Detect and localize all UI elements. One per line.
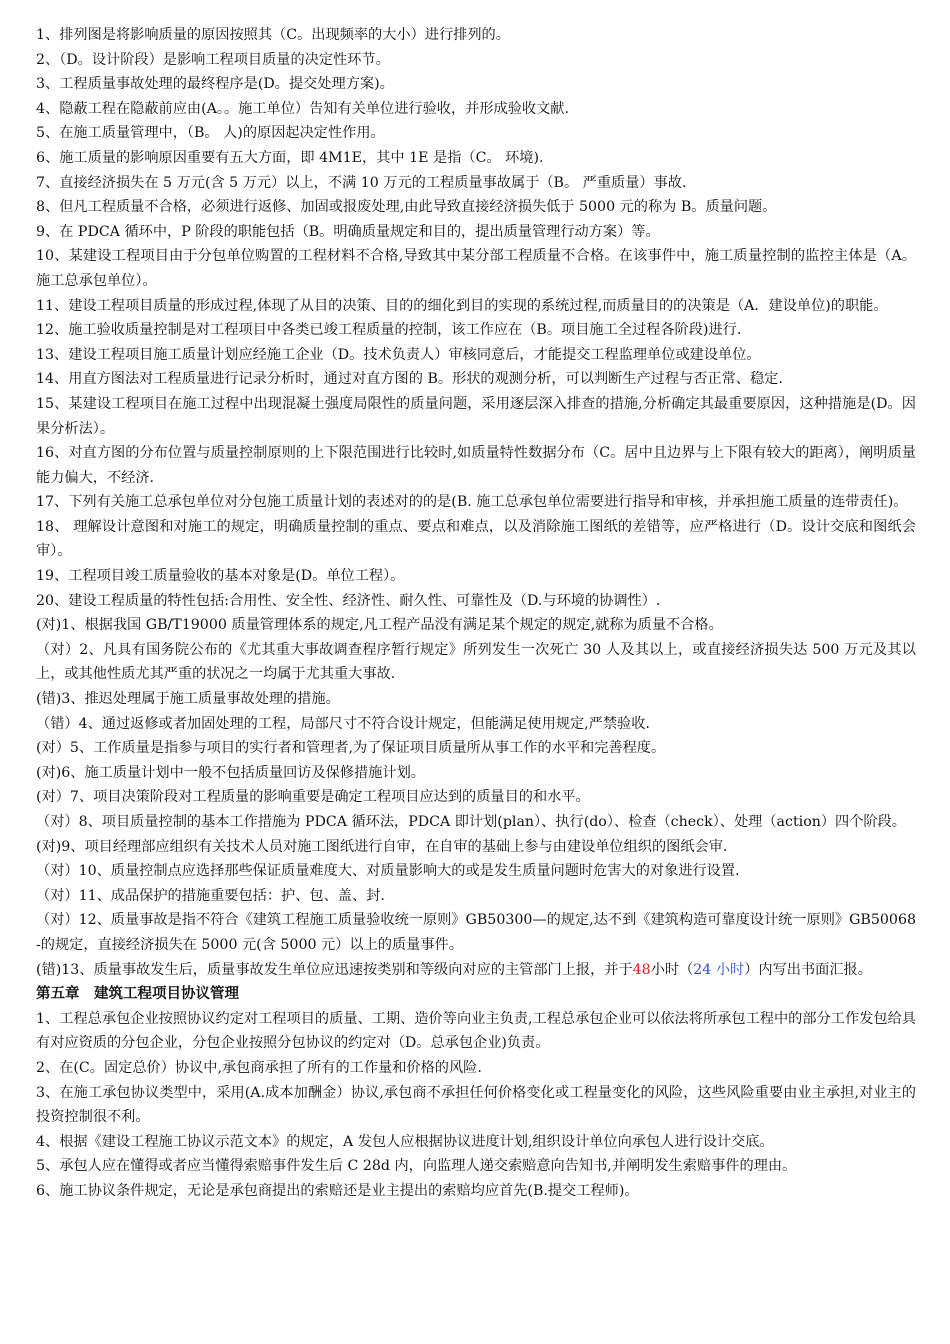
contract-item-5: 5、承包人应在懂得或者应当懂得索赔事件发生后 C 28d 内，向监理人递交索赔意向告知书,并阐明发生索赔事件的理由。 [36,1158,797,1175]
quality-item-2: 2、（D。设计阶段）是影响工程项目质量的决定性环节。 [36,51,390,68]
quality-item-20: 20、建设工程质量的特性包括:合用性、安全性、经济性、耐久性、可靠性及（D.与环境的协调性）. [36,592,661,609]
contract-item-6: 6、施工协议条件规定，无论是承包商提出的索赔还是业主提出的索赔均应首先(B.提交工程师)。 [36,1182,639,1199]
contract-item-2: 2、在(C。固定总价）协议中,承包商承担了所有的工作量和价格的风险. [36,1059,482,1076]
quality-item-25: (对）5、工作质量是指参与项目的实行者和管理者,为了保证项目质量所从事工作的水平和完善程度。 [36,740,666,757]
quality-item-29: (对)9、项目经理部应组织有关技术人员对施工图纸进行自审，在自审的基础上参与由建设单位组织的图纸会审. [36,838,728,855]
quality-item-7: 7、直接经济损失在 5 万元(含 5 万元）以上，不满 10 万元的工程质量事故属于（B。 严重质量）事故. [36,174,687,191]
quality-item-18: 18、 理解设计意图和对施工的规定，明确质量控制的重点、要点和难点，以及消除施工图纸的差错等，应严格进行（D。设计交底和图纸会审）。 [36,518,916,560]
quality-item-14: 14、用直方图法对工程质量进行记录分析时，通过对直方图的 B。形状的观测分析，可以判断生产过程与否正常、稳定. [36,371,783,388]
quality-item-27: (对）7、项目决策阶段对工程质量的影响重要是确定工程项目应达到的质量目的和水平。 [36,789,590,806]
quality-item-22: （对）2、凡具有国务院公布的《尤其重大事故调查程序暂行规定》所列发生一次死亡 30 人及其以上，或直接经济损失达 500 万元及其以上，或其他性质尤其严重的状况之一均属于尤其重大事故. [36,641,916,683]
quality-item-13: 13、建设工程项目施工质量计划应经施工企业（D。技术负责人）审核同意后，才能提交工程监理单位或建设单位。 [36,346,761,363]
statement-13-tail: ）内写出书面汇报。 [744,961,872,978]
quality-item-11: 11、建设工程项目质量的形成过程,体现了从目的决策、目的的细化到目的实现的系统过程,而质量目的的决策是（A．建设单位)的职能。 [36,297,888,314]
hours-24-blue: 24 小时 [693,961,745,978]
quality-item-28: （对）8、项目质量控制的基本工作措施为 PDCA 循环法，PDCA 即计划(plan）、执行(do）、检查（check）、处理（action）四个阶段。 [36,814,906,830]
statement-13-text: (错)13、质量事故发生后，质量事故发生单位应迅速按类别和等级向对应的主管部门上报，并于 [36,961,633,978]
contract-item-4: 4、根据《建设工程施工协议示范文本》的规定，A 发包人应根据协议进度计划,组织设计单位向承包人进行设计交底。 [36,1133,774,1150]
quality-item-21: (对)1、根据我国 GB/T19000 质量管理体系的规定,凡工程产品没有满足某个规定的规定,就称为质量不合格。 [36,617,723,634]
quality-item-26: (对)6、施工质量计划中一般不包括质量回访及保修措施计划。 [36,764,425,781]
quality-item-9: 9、在 PDCA 循环中，P 阶段的职能包括（B。明确质量规定和目的，提出质量管理行动方案）等。 [36,223,660,240]
quality-item-31: （对）11、成品保护的措施重要包括：护、包、盖、封. [36,887,385,904]
question-list-quality [36,23,916,958]
quality-item-6: 6、施工质量的影响原因重要有五大方面，即 4M1E，其中 1E 是指（C。 环境). [36,149,544,166]
quality-item-4: 4、隐蔽工程在隐蔽前应由(A。。施工单位）告知有关单位进行验收，并形成验收文献. [36,100,569,117]
quality-item-12: 12、施工验收质量控制是对工程项目中各类已竣工程质量的控制，该工作应在（B。项目施工全过程各阶段)进行. [36,322,742,339]
chapter-heading: 第五章 建筑工程项目协议管理 [36,986,239,1003]
quality-item-19: 19、工程项目竣工质量验收的基本对象是(D。单位工程）。 [36,568,405,585]
hours-48-red: 48 [632,961,651,978]
quality-item-17: 17、下列有关施工总承包单位对分包施工质量计划的表述对的的是(B. 施工总承包单位需要进行指导和审核，并承担施工质量的连带责任)。 [36,494,908,511]
contract-item-3: 3、在施工承包协议类型中，采用(A.成本加酬金）协议,承包商不承担任何价格变化或工程量变化的风险，这些风险重要由业主承担,对业主的投资控制很不利。 [36,1084,916,1126]
statement-13 [36,958,916,983]
question-list-contract [36,1007,916,1204]
quality-item-30: （对）10、质量控制点应选择那些保证质量难度大、对质量影响大的或是发生质量问题时危害大的对象进行设置. [36,863,740,880]
contract-item-1: 1、工程总承包企业按照协议约定对工程项目的质量、工期、造价等向业主负责,工程总承包企业可以依法将所承包工程中的部分工作发包给具有对应资质的分包企业，分包企业按照分包协议的约定对（D。总承包企业)负责。 [36,1010,916,1052]
quality-item-3: 3、工程质量事故处理的最终程序是(D。提交处理方案)。 [36,76,394,93]
quality-item-1: 1、排列图是将影响质量的原因按照其（C。出现频率的大小）进行排列的。 [36,27,510,43]
quality-item-32: （对）12、质量事故是指不符合《建筑工程施工质量验收统一原则》GB50300—的规定,达不到《建筑构造可靠度设计统一原则》GB50068-的规定，直接经济损失在 5000 元(含 5000 元）以上的质量事件。 [36,912,916,953]
quality-item-15: 15、某建设工程项目在施工过程中出现混凝土强度局限性的质量问题，采用逐层深入排查的措施,分析确定其最重要原因，这种措施是(D。因果分析法）。 [36,395,916,437]
quality-item-24: （错）4、通过返修或者加固处理的工程，局部尺寸不符合设计规定，但能满足使用规定,严禁验收. [36,715,650,732]
quality-item-5: 5、在施工质量管理中，（B。 人)的原因起决定性作用。 [36,125,385,142]
quality-item-23: (错)3、推迟处理属于施工质量事故处理的措施。 [36,691,340,708]
statement-13-hours: 小时（ [650,961,694,978]
quality-item-10: 10、某建设工程项目由于分包单位购置的工程材料不合格,导致其中某分部工程质量不合格。在该事件中，施工质量控制的监控主体是（A。施工总承包单位）。 [36,248,916,289]
quality-item-8: 8、但凡工程质量不合格，必须进行返修、加固或报废处理,由此导致直接经济损失低于 5000 元的称为 B。质量问题。 [36,199,777,216]
quality-item-16: 16、对直方图的分布位置与质量控制原则的上下限范围进行比较时,如质量特性数据分布（C。居中且边界与上下限有较大的距离），阐明质量能力偏大，不经济. [36,445,916,486]
